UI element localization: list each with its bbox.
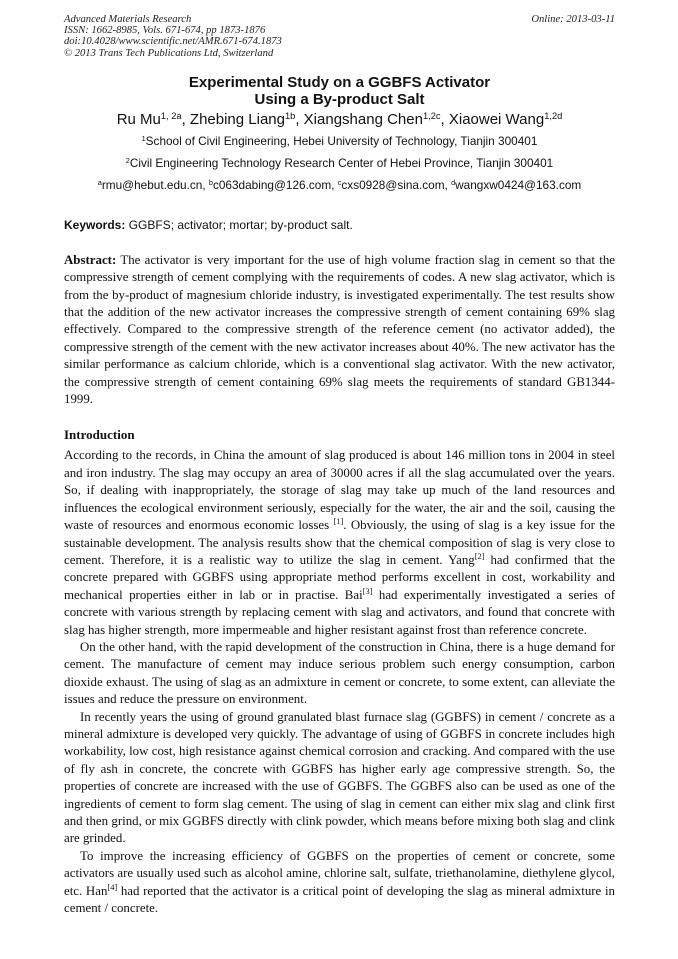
title-line-1: Experimental Study on a GGBFS Activator xyxy=(188,73,491,91)
email-sup: a xyxy=(97,177,102,187)
issn-line: ISSN: 1662-8985, Vols. 671-674, pp 1873-1876 xyxy=(64,25,266,37)
copyright-line: © 2013 Trans Tech Publications Ltd, Switzerland xyxy=(64,47,274,59)
affiliation-text: Civil Engineering Technology Research Center of Hebei Province, Tianjin 300401 xyxy=(129,155,554,170)
abstract-label: Abstract: xyxy=(64,252,117,267)
paragraph-text: To improve the increasing efficiency of GGBFS on the properties of cement or concrete, some activators are usually used such as alcohol amine, chlorine salt, sulfate, triethanolamine, diethylene glycol, etc. Han xyxy=(64,848,615,898)
abstract-text: The activator is very important for the use of high volume fraction slag in cement so that the compressive strength of cement complying with the requirements of codes. A new slag activator, which is from the by-product of magnesium chloride industry, is investigated experimentally. The test results show that the addition of the new activator increases the compressive strength of cement containing 69% slag effectively. Compared to the compressive strength of the reference cement (no activator added), the compressive strength of the cement with the new activator increases about 40%. The new activator has the similar performance as calcium chloride, which is a conventional slag activator. With the new activator, the compressive strength of cement containing 69% slag meets the requirements of standard GB1344-1999. xyxy=(64,252,615,407)
affiliation-text: School of Civil Engineering, Hebei University of Technology, Tianjin 300401 xyxy=(145,133,538,148)
email-sup: c xyxy=(337,177,342,187)
citation-3[interactable]: [3] xyxy=(362,586,373,596)
author-name: Xiaowei Wang xyxy=(448,110,545,128)
paragraph-text: According to the records, in China the amount of slag produced is about 146 million tons in 2004 in steel and iron industry. The slag may occupy an area of 30000 acres if all the slag accumulated over the years. So, if dealing with inappropriately, the storage of slag may take up much of the land resources and influences the ecological environment seriously, especially for the water, the air and the soil, causing the waste of resources and enormous economic losses xyxy=(64,448,615,533)
author-name: Xiangshang Chen xyxy=(303,110,423,128)
email-sup: d xyxy=(451,177,456,187)
abstract xyxy=(64,252,615,409)
email-sup: b xyxy=(208,177,213,187)
keywords xyxy=(64,218,615,232)
title-line-2: Using a By-product Salt xyxy=(254,90,425,108)
intro-paragraph-4 xyxy=(64,848,615,918)
paragraph-text: . Obviously, the using of slag is a key issue for the sustainable development. The analysis results show that the chemical composition of slag is very close to cement. Therefore, it is a realistic way to utilize the slag in cement. Yang xyxy=(64,518,615,567)
email-list: $^a$rmu@hebut.edu.cn, $^b$c063dabing@126.com, $^c$cxs0928@sina.com, $^d$wangxw0424@163.com xyxy=(97,177,582,192)
intro-paragraph-2: On the other hand, with the rapid development of the construction in China, there is a huge demand for cement. The manufacture of cement may induce serious problem such energy consumption, carbon dioxide exhaust. The using of slag as an admixture in cement or concrete, to some extent, can alleviate the issues and reduce the pressure on environment. xyxy=(64,639,615,707)
paper-title xyxy=(64,74,615,108)
affiliation-2 xyxy=(64,152,615,174)
author-list: Ru $Mu^{1, 2a}$, Zhebing Liang$^{1b}$, Xiangshang Chen$^{1,2c}$, Xiaowei Wang$^{1,2d}$ xyxy=(116,110,563,128)
paragraph-text: had confirmed that the concrete prepared with GGBFS using appropriate method performs excellent in cost, workability and mechanical properties either in lab or in practise. Bai xyxy=(64,552,615,602)
section-heading-introduction: Introduction xyxy=(64,427,135,443)
author-name: Zhebing Liang xyxy=(189,110,285,128)
paragraph-text: had experimentally investigated a series of concrete with various strength by replacing cement with slag and activators, and found that concrete with slag has higher strength, more impermeable and higher resistant against frost than reference concrete. xyxy=(64,587,615,637)
intro-paragraph-3: In recently years the using of ground granulated blast furnace slag (GGBFS) in cement / concrete as a mineral admixture is developed very quickly. The advantage of using of GGBFS in concrete includes high workability, low cost, high resistance against chemical corrosion and cracking. And compared with the use of fly ash in concrete, the concrete with GGBFS has higher early age compressive strength. So, the properties of concrete are increased with the use of GGBFS. The GGBFS also can be used as one of the ingredients of cement to form slag cement. The using of slag in cement can either mix slag and clink first and then grind, or mix GGBFS directly with clink powder, which means before mixing both slag and clink are grinded. xyxy=(64,709,615,846)
paragraph-text: had reported that the activator is a critical point of developing the slag as mineral admixture in cement / concrete. xyxy=(64,883,615,916)
citation-4[interactable]: [4] xyxy=(107,882,118,892)
journal-name: Advanced Materials Research xyxy=(64,14,192,25)
journal-header xyxy=(64,14,615,59)
affiliation-sup: 2 xyxy=(125,155,130,165)
email-link[interactable]: c063dabing@126.com xyxy=(212,177,332,192)
online-date: Online: 2013-03-11 xyxy=(531,14,615,25)
author-sup: 1,2d xyxy=(544,110,563,121)
author-name: Ru Mu xyxy=(116,110,161,128)
email-link[interactable]: cxs0928@sina.com xyxy=(341,177,445,192)
paper-page xyxy=(64,14,615,917)
author-sup: 1,2c xyxy=(422,110,441,121)
affiliation-sup: 1 xyxy=(141,133,146,143)
author-sup: 1, 2a xyxy=(160,110,182,121)
doi-line: doi:10.4028/www.scientific.net/AMR.671-674.1873 xyxy=(64,36,282,48)
citation-1[interactable]: [1] xyxy=(333,517,344,527)
keywords-text: GGBFS; activator; mortar; by-product salt. xyxy=(128,217,353,232)
email-link[interactable]: wangxw0424@163.com xyxy=(455,177,582,192)
intro-paragraph-1 xyxy=(64,447,615,638)
affiliation-1 xyxy=(64,130,615,152)
email-link[interactable]: rmu@hebut.edu.cn xyxy=(101,177,203,192)
citation-2[interactable]: [2] xyxy=(474,551,485,561)
author-sup: 1b xyxy=(284,110,296,121)
keywords-label: Keywords: xyxy=(64,217,126,232)
